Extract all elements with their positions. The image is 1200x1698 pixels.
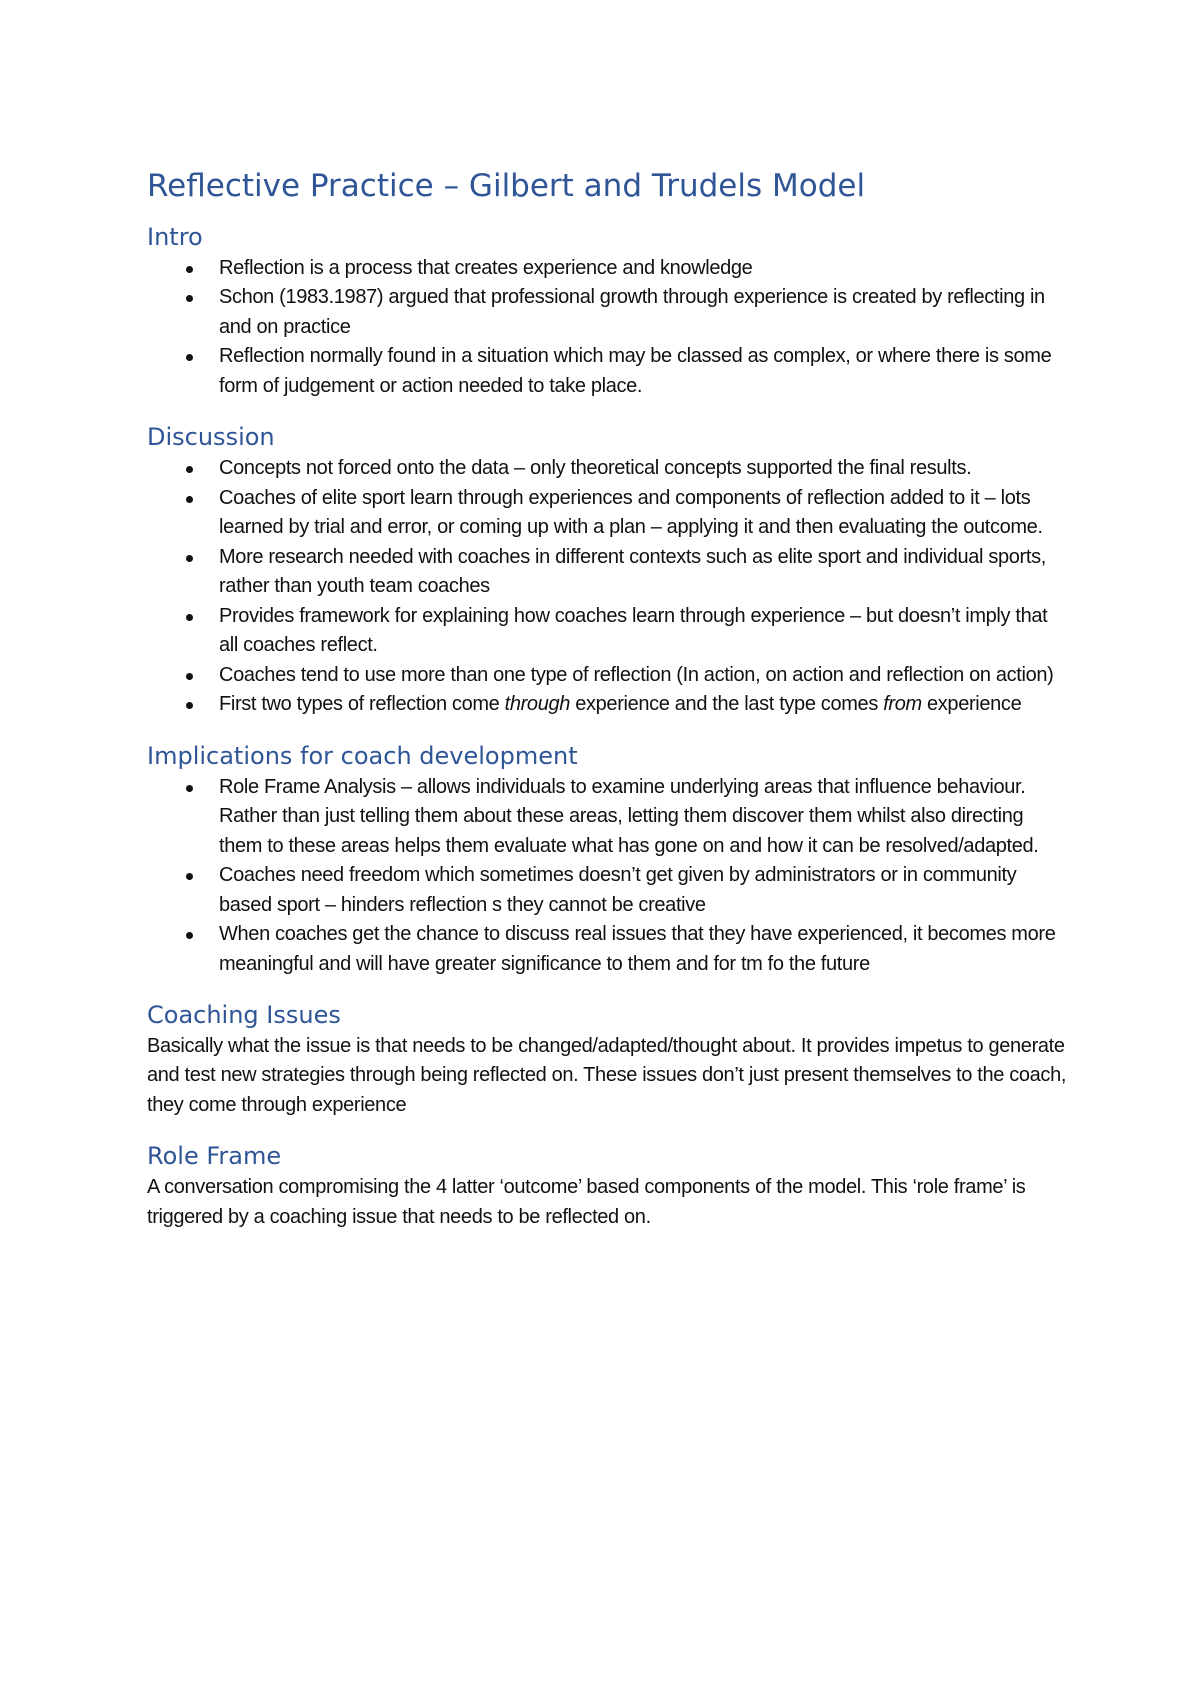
list-item-text-part: experience and the last type comes [570,693,884,716]
list-item-text: When coaches get the chance to discuss real issues that they have experienced, it becomes more meaningful and will have greater significance to them and for tm fo the future [219,923,1056,975]
section-heading-discussion: Discussion [147,423,275,452]
discussion-list [147,454,1067,720]
list-item-text: Schon (1983.1987) argued that professional growth through experience is created by reflecting in and on practice [219,286,1045,338]
list-item [219,454,1067,484]
coaching-issues-paragraph: Basically what the issue is that needs to be changed/adapted/thought about. It provides impetus to generate and test new strategies through being reflected on. These issues don’t just present themselves to the coach, they come through experience [147,1034,1067,1116]
bullet-icon [186,932,193,939]
document-page [147,168,1067,1232]
bullet-icon [186,673,193,680]
list-item [219,602,1067,661]
bullet-icon [186,785,193,792]
list-item-text-part: experience [921,693,1022,716]
list-item [219,484,1067,543]
list-item-text: Coaches of elite sport learn through experiences and components of reflection added to it – lots learned by trial and error, or coming up with a plan – applying it and then evaluating the outcome. [219,486,1043,539]
bullet-icon [186,702,193,709]
section-heading-role-frame: Role Frame [147,1142,282,1171]
list-item-text: Coaches tend to use more than one type of reflection (In action, on action and reflection on action) [219,663,1054,686]
bullet-icon [186,354,193,361]
list-item [219,690,1067,720]
list-item [219,283,1067,342]
implications-list [147,773,1067,980]
list-item [219,773,1067,862]
bullet-icon [186,555,193,562]
section-heading-intro: Intro [147,223,203,252]
list-item [219,543,1067,602]
list-item [219,920,1067,979]
bullet-icon [186,466,193,473]
list-item-text: Concepts not forced onto the data – only theoretical concepts supported the final results. [219,457,972,480]
list-item-text: Reflection normally found in a situation which may be classed as complex, or where there is some form of judgement or action needed to take place. [219,345,1052,397]
list-item [219,661,1067,691]
list-item [219,342,1067,401]
bullet-icon [186,496,193,503]
list-item-text: More research needed with coaches in different contexts such as elite sport and individual sports, rather than youth team coaches [219,545,1046,598]
role-frame-paragraph: A conversation compromising the 4 latter ‘outcome’ based components of the model. This ‘role frame’ is triggered by a coaching issue that needs to be reflected on. [147,1176,1026,1228]
list-item [219,861,1067,920]
list-item-emphasis: through [504,693,571,716]
intro-list [147,254,1067,402]
list-item-text: Role Frame Analysis – allows individuals to examine underlying areas that influence behaviour. Rather than just telling them about these areas, letting them discover them whilst also directing them to these areas helps them evaluate what has gone on and how it can be resolved/adapted. [219,775,1039,857]
list-item-text: Coaches need freedom which sometimes doesn’t get given by administrators or in community based sport – hinders reflection s they cannot be creative [219,864,1017,916]
list-item-text: Reflection is a process that creates experience and knowledge [219,256,753,279]
section-heading-implications: Implications for coach development [147,741,578,770]
list-item-emphasis: from [883,693,922,716]
list-item-text-part: First two types of reflection come [219,693,505,716]
bullet-icon [186,266,193,273]
list-item-text: Provides framework for explaining how coaches learn through experience – but doesn’t imply that all coaches reflect. [219,604,1048,657]
section-heading-coaching-issues: Coaching Issues [147,1001,341,1030]
list-item [219,254,1067,284]
bullet-icon [186,614,193,621]
bullet-icon [186,873,193,880]
document-title: Reflective Practice – Gilbert and Trudels Model [147,168,866,204]
bullet-icon [186,295,193,302]
